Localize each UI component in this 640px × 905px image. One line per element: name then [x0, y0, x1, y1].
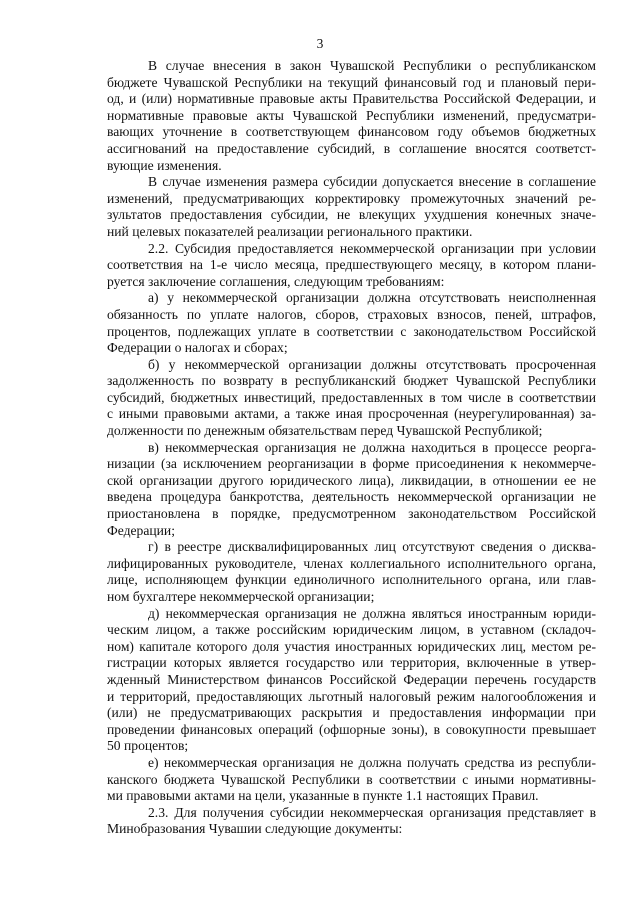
text-line: зультатов предоставления субсидии, не влекущих ухудшения конечных значе- — [107, 207, 596, 223]
text-line: лифицированных руководителе, членах коллегиального исполнительного органа, — [107, 555, 596, 571]
text-line: г) в реестре дисквалифицированных лиц отсутствуют сведения о дисква- — [148, 539, 596, 555]
text-line: низации (за исключением реорганизации в форме присоединения к некоммерче- — [107, 456, 596, 472]
text-line: 2.2. Субсидия предоставляется некоммерческой организации при условии — [148, 240, 596, 256]
text-line: ми правовыми актами на цели, указанные в пункте 1.1 настоящих Правил. — [107, 788, 539, 804]
text-line: 2.3. Для получения субсидии некоммерческая организация представляет в — [148, 804, 596, 820]
text-line: ской организации другого юридического лица), ликвидации, в отношении ее не — [107, 472, 596, 488]
page-number: 3 — [316, 36, 324, 51]
text-line: од, и (или) нормативные правовые акты Правительства Российской Федерации, и — [107, 91, 596, 107]
text-line: руется заключение соглашения, следующим требованиям: — [107, 273, 445, 289]
text-line: б) у некоммерческой организации должны отсутствовать просроченная — [148, 356, 596, 372]
text-line: вующие изменения. — [107, 157, 222, 173]
text-line: вающих уточнение в соответствующем финансовом году объемов бюджетных — [107, 124, 596, 140]
text-line: субсидий, бюджетных инвестиций, предоставленных в том числе в соответствии — [107, 389, 596, 405]
text-line: нормативные правовые акты Чувашской Республики изменений, предусматри- — [107, 107, 596, 123]
text-line: ном) капитале которого доля участия иностранных юридических лиц, местом ре- — [107, 638, 596, 654]
text-line: изменений, предусматривающих корректировку промежуточных значений ре- — [107, 190, 596, 206]
text-line: е) некоммерческая организация не должна получать средства из республи- — [148, 754, 596, 770]
text-line: гистрации которых является государство или территория, включенные в утвер- — [107, 655, 596, 671]
text-line: канского бюджета Чувашской Республики в соответствии с иными нормативны- — [107, 771, 596, 787]
text-line: долженности по денежным обязательствам перед Чувашской Республикой; — [107, 423, 543, 439]
text-line: задолженность по возврату в республиканский бюджет Чувашской Республики — [107, 373, 596, 389]
text-line: д) некоммерческая организация не должна являться иностранным юриди- — [148, 605, 596, 621]
text-line: процентов, подлежащих уплате в соответствии с законодательством Российской — [107, 323, 596, 339]
text-line: Минобразования Чувашии следующие документы: — [107, 821, 403, 837]
text-line: 50 процентов; — [107, 738, 189, 754]
text-line: ассигнований на предоставление субсидий, в соглашение вносятся соответст- — [107, 140, 596, 156]
text-line: с иными правовыми актами, а также иная просроченная (неурегулированная) за- — [107, 406, 596, 422]
text-line: в) некоммерческая организация не должна находиться в процессе реорга- — [148, 439, 596, 455]
text-line: (или) не предусматривающих раскрытия и предоставления информации при — [107, 705, 596, 721]
text-line: лице, исполняющем функции единоличного исполнительного органа, или глав- — [107, 572, 596, 588]
text-line: ний целевых показателей реализации регионального практики. — [107, 223, 473, 239]
text-line: жденный Министерством финансов Российской Федерации перечень государств — [107, 671, 596, 687]
text-line: обязанность по уплате налогов, сборов, страховых взносов, пеней, штрафов, — [107, 306, 596, 322]
text-line: и территорий, предоставляющих льготный налоговый режим налогообложения и — [107, 688, 596, 704]
text-line: приостановлена в порядке, предусмотренном законодательством Российской — [107, 506, 596, 522]
text-line: проведении финансовых операций (офшорные зоны), в совокупности превышает — [107, 721, 596, 737]
text-line: соответствия на 1-е число месяца, предшествующего месяцу, в котором плани- — [107, 257, 596, 273]
text-line: ческим лицом, а также российским юридическим лицом, в уставном (складоч- — [107, 622, 596, 638]
text-line: ном бухгалтере некоммерческой организации; — [107, 589, 375, 604]
text-line: Федерации; — [107, 522, 175, 538]
text-line: Федерации о налогах и сборах; — [107, 340, 288, 356]
document-body — [107, 58, 596, 838]
text-line: введена процедура банкротства, деятельность некоммерческой организации не — [107, 489, 596, 505]
text-line: В случае внесения в закон Чувашской Республики о республиканском — [148, 58, 596, 73]
text-line: а) у некоммерческой организации должна отсутствовать неисполненная — [148, 290, 596, 306]
text-line: В случае изменения размера субсидии допускается внесение в соглашение — [148, 174, 596, 190]
text-line: бюджете Чувашской Республики на текущий финансовый год и плановый пери- — [107, 74, 596, 90]
